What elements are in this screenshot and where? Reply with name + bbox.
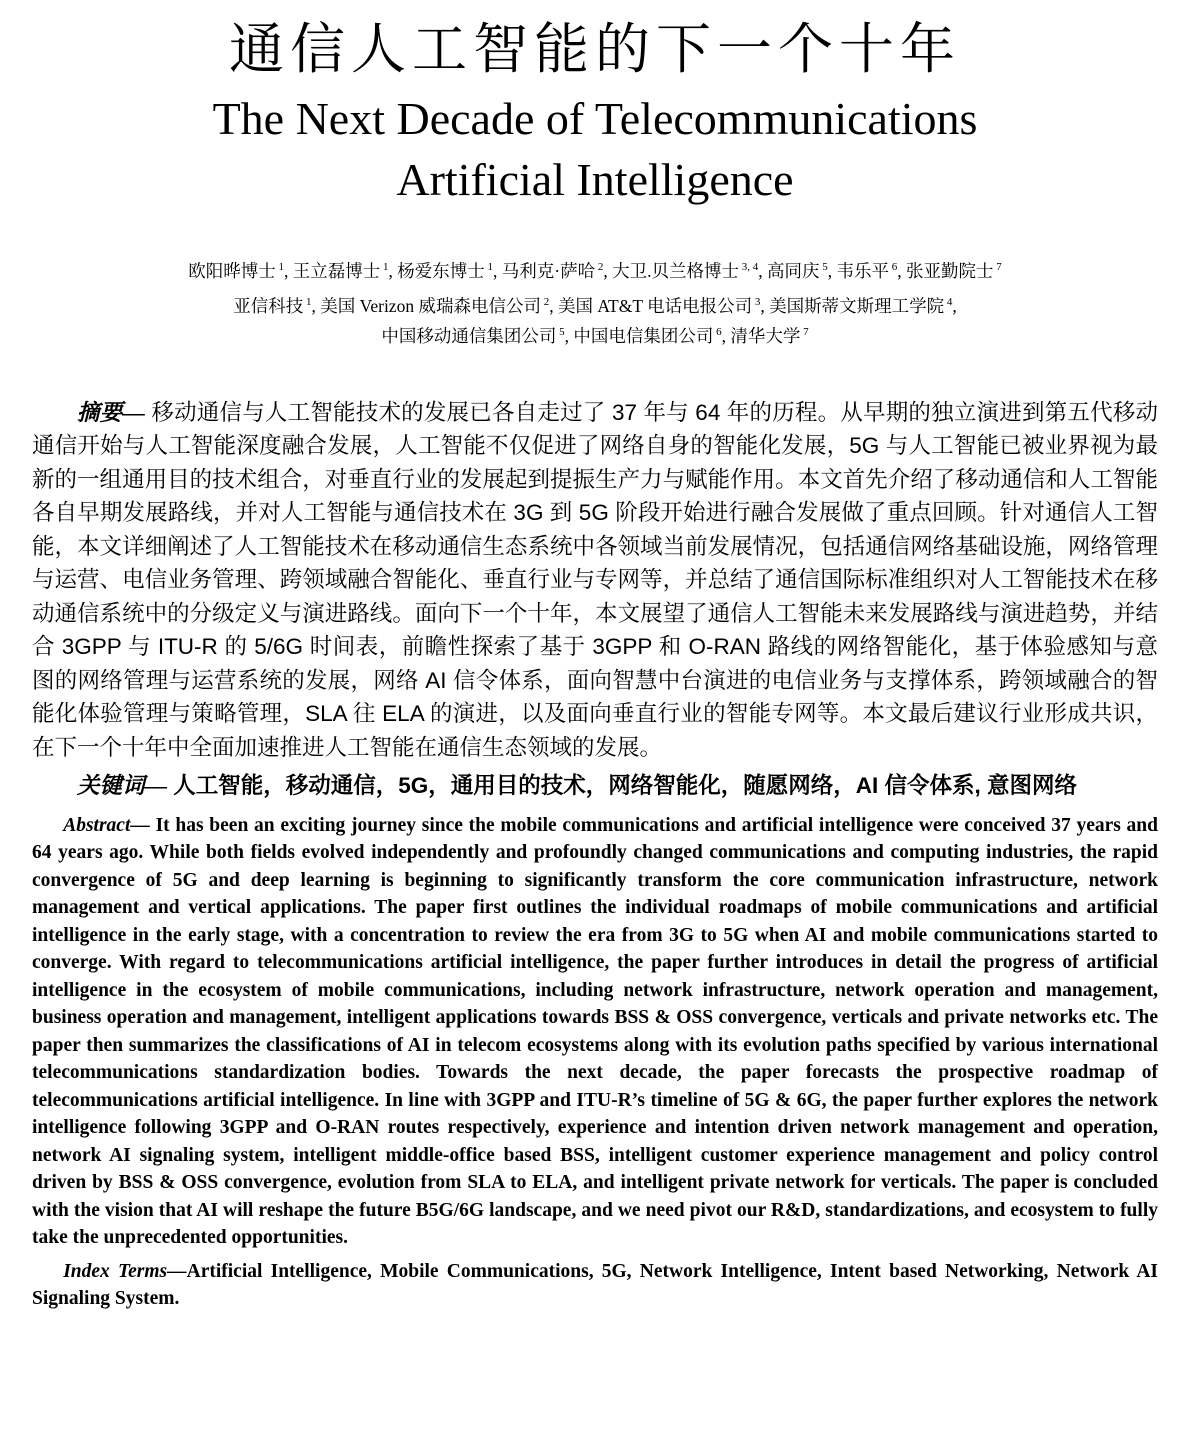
abstract-chinese — [32, 396, 1158, 765]
affiliation-line-1: 亚信科技 $^1$, 美国 Verizon 威瑞森电信公司 $^2$, 美国 AT&T 电话电报公司 $^3$, 美国斯蒂文斯理工学院 $^4$, — [233, 295, 957, 316]
abstract-english-text: It has been an exciting journey since the mobile communications and artificial intelligence were conceived 37 years and 64 years ago. While both fields evolved independently and profoundly changed communications and computing industries, the rapid convergence of 5G and deep learning is beginning to significantly transform the core communication infrastructure, network management and vertical applications. The paper first outlines the individual roadmaps of mobile communications and artificial intelligence in the early stage, with a concentration to review the era from 3G to 5G when AI and mobile communications started to converge. With regard to telecommunications artificial intelligence, the paper further introduces in detail the progress of artificial intelligence in the ecosystem of mobile communications, including network infrastructure, network operation and management, business operation and management, intelligent applications towards BSS & OSS convergence, verticals and private networks etc. The paper then summarizes the classifications of AI in telecom ecosystems along with its evolution paths specified by various international telecommunications standardization bodies. Towards the next decade, the paper forecasts the prospective roadmap of telecommunications artificial intelligence. In line with 3GPP and ITU-R’s timeline of 5G & 6G, the paper further explores the network intelligence following 3GPP and O-RAN routes respectively, experience and intention driven network management and operation, network AI signaling system, intelligent middle-office based BSS, intelligent customer experience management and policy control driven by BSS & OSS convergence, evolution from SLA to ELA, and intelligent private network for verticals. The paper is concluded with the vision that AI will reshape the future B5G/6G landscape, and we need pivot our R&D, standardizations, and ecosystem to fully take the unprecedented opportunities. — [32, 814, 1158, 1249]
keywords-chinese — [32, 769, 1158, 803]
keywords-chinese-label: 关键词— — [77, 773, 168, 799]
abstract-chinese-text: 移动通信与人工智能技术的发展已各自走过了 37 年与 64 年的历程。从早期的独立演进到第五代移动通信开始与人工智能深度融合发展，人工智能不仅促进了网络自身的智能化发展，5G 与人工智能已被业界视为最新的一组通用目的技术组合，对垂直行业的发展起到提振生产力与赋能作用。本文首先介绍了移动通信和人工智能各自早期发展路线，并对人工智能与通信技术在 3G 到 5G 阶段开始进行融合发展做了重点回顾。针对通信人工智能，本文详细阐述了人工智能技术在移动通信生态系统中各领域当前发展情况，包括通信网络基础设施，网络管理与运营、电信业务管理、跨领域融合智能化、垂直行业与专网等，并总结了通信国际标准组织对人工智能技术在移动通信系统中的分级定义与演进路线。面向下一个十年，本文展望了通信人工智能未来发展路线与演进趋势，并结合 3GPP 与 ITU-R 的 5/6G 时间表，前瞻性探索了基于 3GPP 和 O-RAN 路线的网络智能化，基于体验感知与意图的网络管理与运营系统的发展，网络 AI 信令体系，面向智慧中台演进的电信业务与支撑体系，跨领域融合的智能化体验管理与策略管理，SLA 往 ELA 的演进，以及面向垂直行业的智能专网等。本文最后建议行业形成共识，在下一个十年中全面加速推进人工智能在通信生态领域的发展。 — [32, 399, 1158, 760]
abstract-english-label: Abstract— — [63, 814, 150, 836]
abstract-english — [32, 812, 1158, 1252]
paper-title-english-line1: The Next Decade of Telecommunications — [212, 93, 978, 145]
paper-title-english — [32, 89, 1158, 210]
keywords-chinese-text: 人工智能，移动通信，5G，通用目的技术，网络智能化，随愿网络，AI 信令体系, 意图网络 — [173, 773, 1078, 799]
paper-title-english-line2: Artificial Intelligence — [396, 153, 794, 205]
paper-page — [32, 18, 1158, 1313]
author-list: 欧阳晔博士 $^1$, 王立磊博士 $^1$, 杨爱东博士 $^1$, 马利克·萨哈 $^2$, 大卫.贝兰格博士 $^{3, 4}$, 高同庆 $^5$, 韦乐平 $^6$, 张亚勤院士 $^7$ — [188, 260, 1002, 281]
index-terms — [32, 1258, 1158, 1313]
index-terms-label: Index Terms— — [63, 1260, 187, 1282]
abstract-chinese-label: 摘要— — [77, 399, 145, 425]
paper-title-chinese: 通信人工智能的下一个十年 — [228, 19, 961, 80]
affiliation-line-2: 中国移动通信集团公司 $^5$, 中国电信集团公司 $^6$, 清华大学 $^7$ — [381, 326, 809, 347]
index-terms-text: Artificial Intelligence, Mobile Communications, 5G, Network Intelligence, Intent based Networking, Network AI Signaling System. — [32, 1260, 1158, 1310]
affiliation-list — [32, 291, 1158, 352]
